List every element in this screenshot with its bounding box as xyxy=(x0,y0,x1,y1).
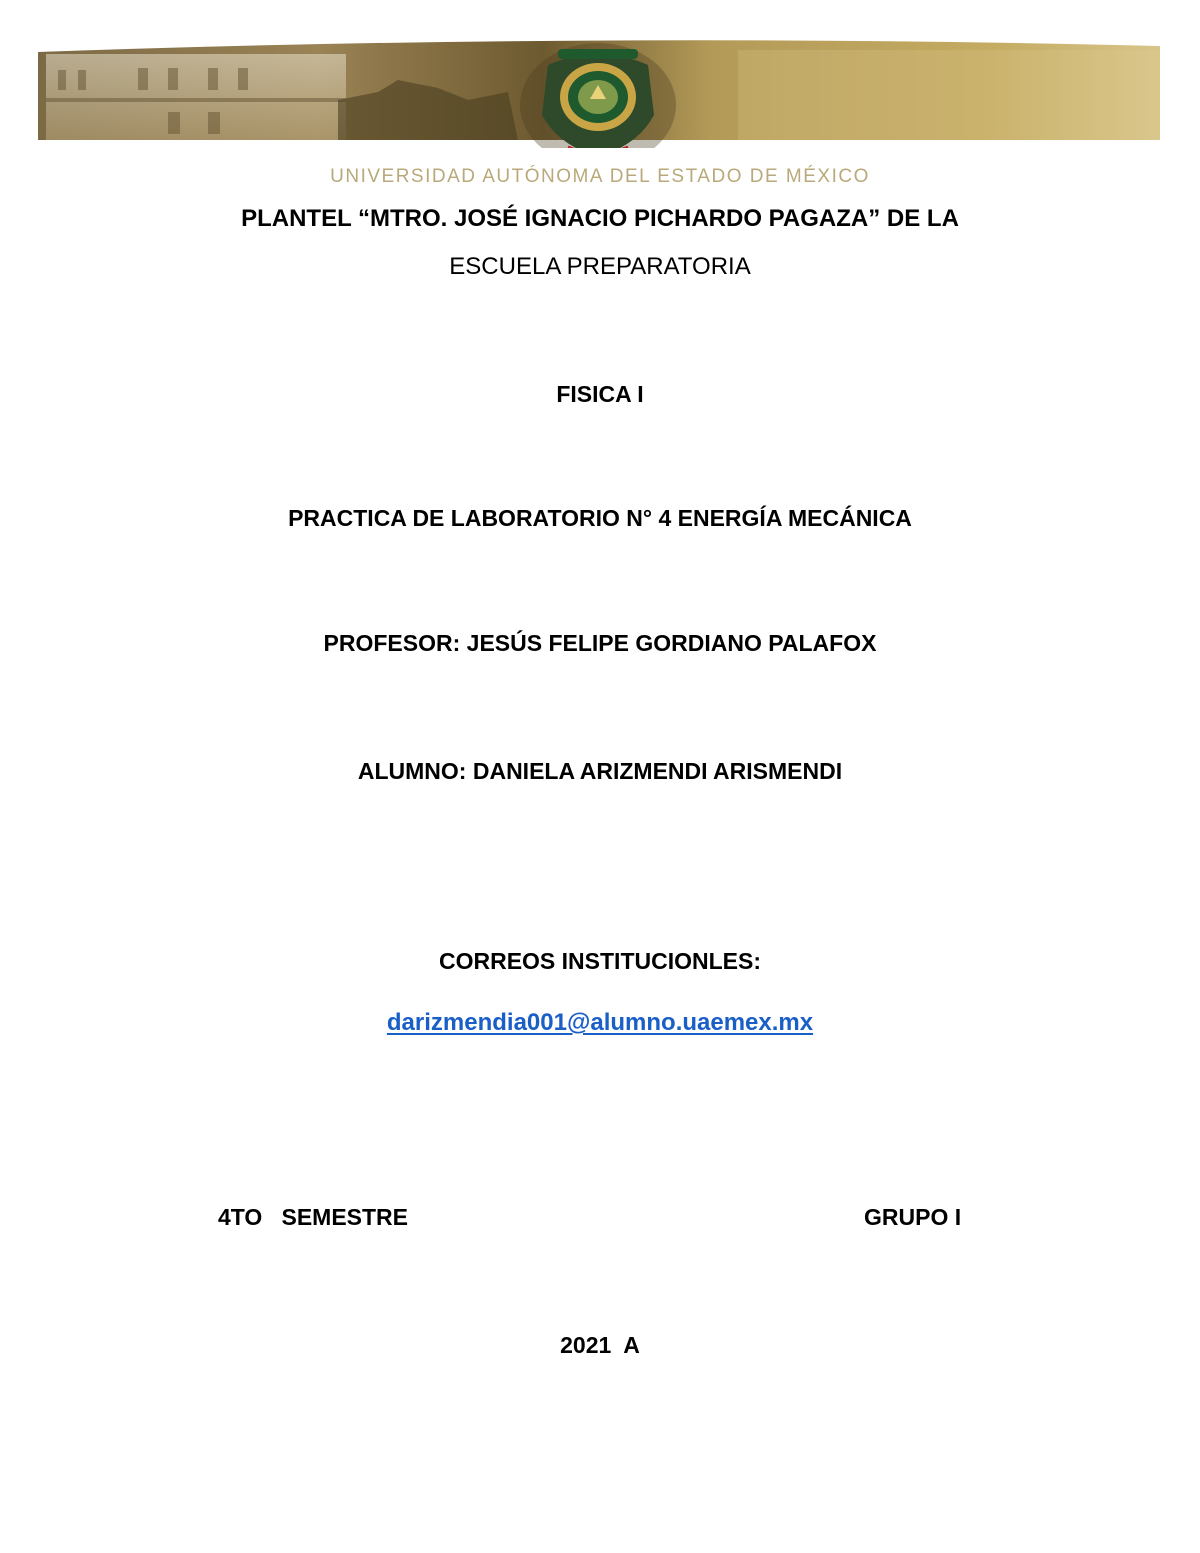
university-crest-banner-icon xyxy=(38,40,1160,148)
school-title: ESCUELA PREPARATORIA xyxy=(449,253,751,280)
university-banner xyxy=(38,40,1160,148)
email-line xyxy=(0,1008,1200,1037)
university-name: UNIVERSIDAD AUTÓNOMA DEL ESTADO DE MÉXICO xyxy=(330,166,870,187)
emails-label: CORREOS INSTITUCIONLES: xyxy=(438,948,761,974)
semester-label: 4TO SEMESTRE xyxy=(218,1204,409,1230)
student-email-link[interactable]: darizmendia001@alumno.uaemex.mx xyxy=(386,1009,814,1036)
teacher-name: PROFESOR: JESÚS FELIPE GORDIANO PALAFOX xyxy=(323,630,877,656)
campus-title: PLANTEL “MTRO. JOSÉ IGNACIO PICHARDO PAGAZA” DE LA xyxy=(241,205,959,232)
practice-title: PRACTICA DE LABORATORIO N° 4 ENERGÍA MECÁNICA xyxy=(288,505,912,531)
student-name: ALUMNO: DANIELA ARIZMENDI ARISMENDI xyxy=(357,758,843,784)
subject-name: FISICA I xyxy=(556,381,644,407)
group-label: GRUPO I xyxy=(864,1204,962,1230)
year-label: 2021 A xyxy=(560,1332,640,1358)
